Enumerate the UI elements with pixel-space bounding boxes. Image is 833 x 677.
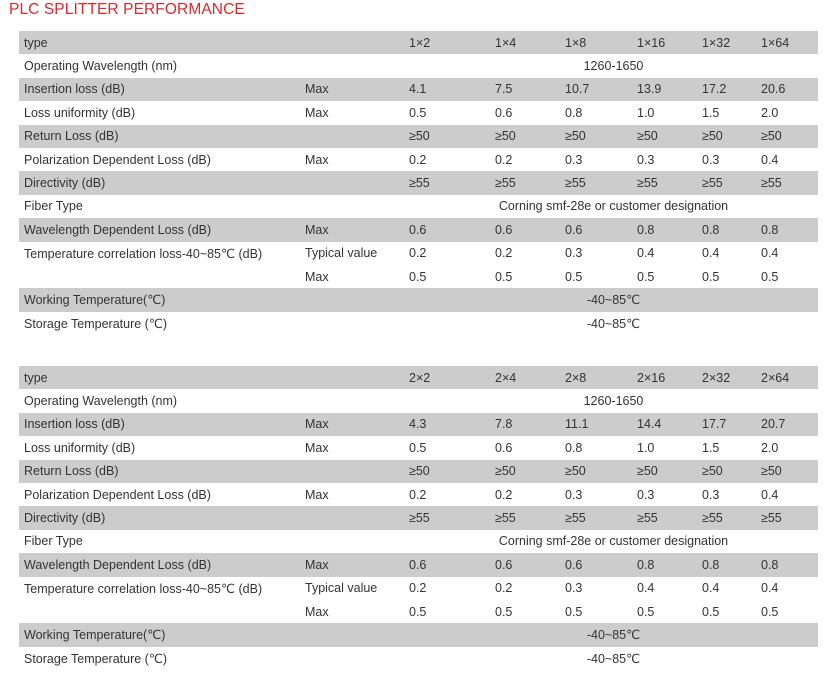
row-qualifier: Max <box>305 487 329 502</box>
row-parameter: Temperature correlation loss-40~85℃ (dB) <box>24 581 263 596</box>
value-cell: 0.5 <box>409 105 427 120</box>
row-parameter: Polarization Dependent Loss (dB) <box>24 152 211 167</box>
value-cell: ≥55 <box>565 171 637 194</box>
value-cell: 0.4 <box>637 581 655 596</box>
value-cell: 0.3 <box>702 487 720 502</box>
value-cell: 1.5 <box>702 105 720 120</box>
value-cell: 0.2 <box>495 487 513 502</box>
value-cell: 0.5 <box>495 604 513 619</box>
table-row <box>19 600 818 623</box>
row-parameter: Fiber Type <box>24 534 83 549</box>
table-row <box>19 195 818 218</box>
row-qualifier <box>305 623 409 646</box>
spanning-value: -40~85℃ <box>409 623 818 646</box>
value-cell: 0.5 <box>409 440 427 455</box>
spec-table-1x <box>19 31 818 335</box>
table-row <box>19 288 818 311</box>
row-qualifier: Max <box>305 440 329 455</box>
value-cell: 1×4 <box>495 31 565 54</box>
value-cell: 20.7 <box>761 413 818 436</box>
table-row <box>19 483 818 506</box>
value-cell: 0.8 <box>761 553 818 576</box>
value-cell: 0.3 <box>702 152 720 167</box>
table-row <box>19 54 818 77</box>
row-parameter: Loss uniformity (dB) <box>24 440 136 455</box>
row-qualifier: Max <box>305 218 409 241</box>
row-qualifier: Max <box>305 269 329 284</box>
row-parameter: Directivity (dB) <box>19 506 305 529</box>
table-row <box>19 31 818 54</box>
row-qualifier <box>305 506 409 529</box>
value-cell: ≥50 <box>702 125 761 148</box>
spec-table-2x <box>19 366 818 670</box>
row-qualifier <box>305 54 409 77</box>
value-cell: 0.4 <box>637 246 655 261</box>
value-cell: 2×2 <box>409 366 495 389</box>
value-cell: ≥50 <box>637 460 702 483</box>
value-cell: 0.5 <box>495 269 513 284</box>
value-cell: 17.7 <box>702 413 761 436</box>
spanning-value: -40~85℃ <box>586 651 641 666</box>
value-cell: 14.4 <box>637 413 702 436</box>
value-cell: 0.2 <box>495 246 513 261</box>
value-cell: 2×16 <box>637 366 702 389</box>
value-cell: 0.4 <box>702 581 720 596</box>
value-cell: ≥50 <box>409 125 495 148</box>
value-cell: ≥55 <box>702 171 761 194</box>
value-cell: 0.3 <box>565 246 583 261</box>
row-parameter: Temperature correlation loss-40~85℃ (dB) <box>24 246 263 261</box>
row-parameter: Working Temperature(℃) <box>19 623 305 646</box>
value-cell: 0.5 <box>761 604 779 619</box>
table-row <box>19 265 818 288</box>
row-qualifier <box>305 195 409 218</box>
value-cell: 13.9 <box>637 78 702 101</box>
value-cell: ≥55 <box>637 506 702 529</box>
row-parameter: Fiber Type <box>24 199 83 214</box>
value-cell: 0.8 <box>761 218 818 241</box>
value-cell: ≥55 <box>637 171 702 194</box>
table-row <box>19 506 818 529</box>
row-parameter: Polarization Dependent Loss (dB) <box>24 487 211 502</box>
value-cell: 1×32 <box>702 31 761 54</box>
row-parameter: Working Temperature(℃) <box>19 288 305 311</box>
value-cell: 0.4 <box>761 487 779 502</box>
value-cell: 0.2 <box>409 152 427 167</box>
value-cell: 0.5 <box>409 604 427 619</box>
row-parameter: Operating Wavelength (nm) <box>24 394 178 409</box>
table-row <box>19 125 818 148</box>
row-qualifier <box>305 647 409 670</box>
value-cell: 0.2 <box>409 487 427 502</box>
value-cell: 0.5 <box>761 269 779 284</box>
value-cell: 11.1 <box>565 413 637 436</box>
row-parameter <box>19 265 305 288</box>
value-cell: ≥50 <box>495 125 565 148</box>
row-qualifier <box>305 389 409 412</box>
row-qualifier: Max <box>305 604 329 619</box>
table-row <box>19 577 818 600</box>
row-qualifier <box>305 288 409 311</box>
table-row <box>19 101 818 124</box>
value-cell: 0.3 <box>565 581 583 596</box>
row-qualifier: Max <box>305 105 329 120</box>
value-cell: ≥50 <box>637 125 702 148</box>
row-parameter: Directivity (dB) <box>19 171 305 194</box>
table-row <box>19 436 818 459</box>
row-parameter: Storage Temperature (℃) <box>24 651 168 666</box>
value-cell: ≥50 <box>565 460 637 483</box>
value-cell: 0.3 <box>565 152 583 167</box>
table-row <box>19 647 818 670</box>
table-row <box>19 242 818 265</box>
table-row <box>19 218 818 241</box>
row-qualifier: Typical value <box>305 246 378 261</box>
row-parameter <box>19 600 305 623</box>
value-cell: 0.8 <box>702 553 761 576</box>
table-row <box>19 148 818 171</box>
value-cell: ≥55 <box>409 506 495 529</box>
value-cell: ≥50 <box>761 125 818 148</box>
value-cell: ≥50 <box>409 460 495 483</box>
value-cell: 4.1 <box>409 78 495 101</box>
value-cell: 0.8 <box>565 105 583 120</box>
value-cell: 0.4 <box>761 152 779 167</box>
row-parameter: type <box>19 31 305 54</box>
value-cell: 0.2 <box>409 581 427 596</box>
spanning-value: Corning smf-28e or customer designation <box>498 199 729 214</box>
value-cell: 0.8 <box>702 218 761 241</box>
row-qualifier <box>305 171 409 194</box>
row-qualifier <box>305 312 409 335</box>
value-cell: 0.8 <box>637 553 702 576</box>
value-cell: 1.0 <box>637 440 655 455</box>
value-cell: 0.2 <box>409 246 427 261</box>
row-parameter: Wavelength Dependent Loss (dB) <box>19 218 305 241</box>
row-parameter: Return Loss (dB) <box>19 125 305 148</box>
value-cell: 7.5 <box>495 78 565 101</box>
value-cell: 0.6 <box>495 105 513 120</box>
row-parameter: Storage Temperature (℃) <box>24 316 168 331</box>
value-cell: ≥55 <box>761 171 818 194</box>
row-parameter: Return Loss (dB) <box>19 460 305 483</box>
row-qualifier <box>305 460 409 483</box>
value-cell: 17.2 <box>702 78 761 101</box>
row-parameter: Wavelength Dependent Loss (dB) <box>19 553 305 576</box>
spanning-value: -40~85℃ <box>586 316 641 331</box>
row-qualifier <box>305 366 409 389</box>
row-qualifier <box>305 530 409 553</box>
row-parameter: type <box>19 366 305 389</box>
value-cell: 0.5 <box>637 269 655 284</box>
value-cell: 1×16 <box>637 31 702 54</box>
value-cell: ≥55 <box>495 171 565 194</box>
value-cell: 1×64 <box>761 31 818 54</box>
value-cell: ≥55 <box>495 506 565 529</box>
value-cell: 0.6 <box>495 440 513 455</box>
row-qualifier <box>305 125 409 148</box>
table-row <box>19 460 818 483</box>
table-row <box>19 78 818 101</box>
value-cell: 2×64 <box>761 366 818 389</box>
value-cell: ≥50 <box>761 460 818 483</box>
spanning-value: 1260-1650 <box>583 394 644 409</box>
value-cell: ≥55 <box>702 506 761 529</box>
value-cell: 2×4 <box>495 366 565 389</box>
page-title: PLC SPLITTER PERFORMANCE <box>9 1 245 18</box>
value-cell: 20.6 <box>761 78 818 101</box>
row-qualifier: Max <box>305 78 409 101</box>
value-cell: 0.6 <box>565 218 637 241</box>
value-cell: ≥55 <box>409 171 495 194</box>
value-cell: 2×32 <box>702 366 761 389</box>
value-cell: 0.8 <box>637 218 702 241</box>
value-cell: 1×8 <box>565 31 637 54</box>
value-cell: 10.7 <box>565 78 637 101</box>
row-parameter: Insertion loss (dB) <box>19 413 305 436</box>
row-parameter: Insertion loss (dB) <box>19 78 305 101</box>
row-parameter: Operating Wavelength (nm) <box>24 59 178 74</box>
value-cell: 2.0 <box>761 105 779 120</box>
row-qualifier: Typical value <box>305 581 378 596</box>
value-cell: 0.2 <box>495 581 513 596</box>
value-cell: 0.5 <box>702 269 720 284</box>
row-qualifier <box>305 31 409 54</box>
spanning-value: Corning smf-28e or customer designation <box>498 534 729 549</box>
value-cell: 0.4 <box>702 246 720 261</box>
spanning-value: 1260-1650 <box>583 59 644 74</box>
value-cell: 4.3 <box>409 413 495 436</box>
row-parameter: Loss uniformity (dB) <box>24 105 136 120</box>
value-cell: ≥55 <box>565 506 637 529</box>
value-cell: ≥55 <box>761 506 818 529</box>
value-cell: 0.6 <box>565 553 637 576</box>
value-cell: 0.6 <box>409 553 495 576</box>
value-cell: 0.4 <box>761 581 779 596</box>
row-qualifier: Max <box>305 152 329 167</box>
value-cell: 0.4 <box>761 246 779 261</box>
row-qualifier: Max <box>305 413 409 436</box>
value-cell: 0.3 <box>565 487 583 502</box>
value-cell: 7.8 <box>495 413 565 436</box>
spanning-value: -40~85℃ <box>409 288 818 311</box>
value-cell: 0.6 <box>495 553 565 576</box>
table-row <box>19 623 818 646</box>
value-cell: 2×8 <box>565 366 637 389</box>
table-row <box>19 389 818 412</box>
table-row <box>19 413 818 436</box>
value-cell: 1.5 <box>702 440 720 455</box>
value-cell: 0.2 <box>495 152 513 167</box>
value-cell: 2.0 <box>761 440 779 455</box>
value-cell: 0.5 <box>565 604 583 619</box>
value-cell: 0.5 <box>702 604 720 619</box>
value-cell: 0.5 <box>637 604 655 619</box>
row-qualifier: Max <box>305 553 409 576</box>
value-cell: 0.8 <box>565 440 583 455</box>
value-cell: 0.5 <box>409 269 427 284</box>
table-row <box>19 312 818 335</box>
table-row <box>19 366 818 389</box>
value-cell: 1.0 <box>637 105 655 120</box>
value-cell: 0.6 <box>495 218 565 241</box>
value-cell: 0.3 <box>637 487 655 502</box>
value-cell: ≥50 <box>702 460 761 483</box>
value-cell: ≥50 <box>565 125 637 148</box>
value-cell: ≥50 <box>495 460 565 483</box>
table-row <box>19 171 818 194</box>
value-cell: 0.3 <box>637 152 655 167</box>
value-cell: 0.5 <box>565 269 583 284</box>
table-row <box>19 530 818 553</box>
table-row <box>19 553 818 576</box>
value-cell: 0.6 <box>409 218 495 241</box>
value-cell: 1×2 <box>409 31 495 54</box>
